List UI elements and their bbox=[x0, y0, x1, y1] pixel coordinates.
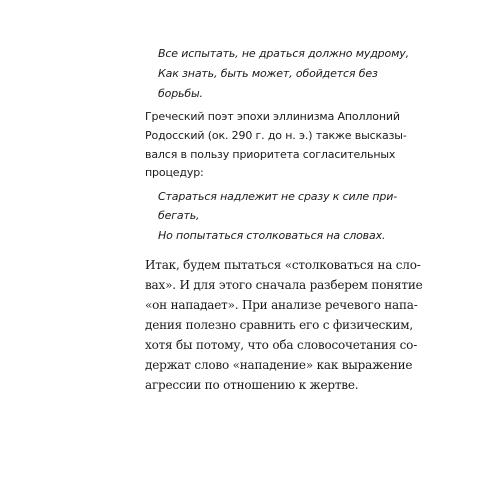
epigraph-2-line: Но попытаться столковаться на словах. bbox=[158, 229, 386, 242]
epigraph-1-line: борьбы. bbox=[158, 87, 203, 100]
paragraph-line: дения полезно сравнить его с физическим, bbox=[145, 318, 413, 332]
paragraph-line: Итак, будем пытаться «столковаться на сло- bbox=[145, 258, 421, 272]
epigraph-2-line: бегать, bbox=[158, 209, 200, 222]
intro-line: вался в пользу приоритета согласительных bbox=[145, 148, 396, 161]
intro-line: Родосский (ок. 290 г. до н. э.) также высказы- bbox=[145, 129, 407, 142]
paragraph-line: держат слово «нападение» как выражение bbox=[145, 358, 413, 372]
epigraph-2-line: Стараться надлежит не сразу к силе при- bbox=[158, 190, 398, 203]
intro-line: процедур: bbox=[145, 166, 204, 179]
paragraph-line: «он нападает». При анализе речевого напа- bbox=[145, 298, 418, 312]
epigraph-1-line: Как знать, быть может, обойдется без bbox=[158, 67, 378, 80]
paragraph-line: агрессии по отношению к жертве. bbox=[145, 378, 359, 392]
intro-line: Греческий поэт эпохи эллинизма Аполлоний bbox=[145, 110, 400, 123]
epigraph-1-line: Все испытать, не драться должно мудрому, bbox=[158, 47, 409, 60]
paragraph-line: вах». И для этого сначала разберем понятие bbox=[145, 278, 423, 292]
paragraph-line: хотя бы потому, что оба словосочетания со- bbox=[145, 338, 418, 352]
